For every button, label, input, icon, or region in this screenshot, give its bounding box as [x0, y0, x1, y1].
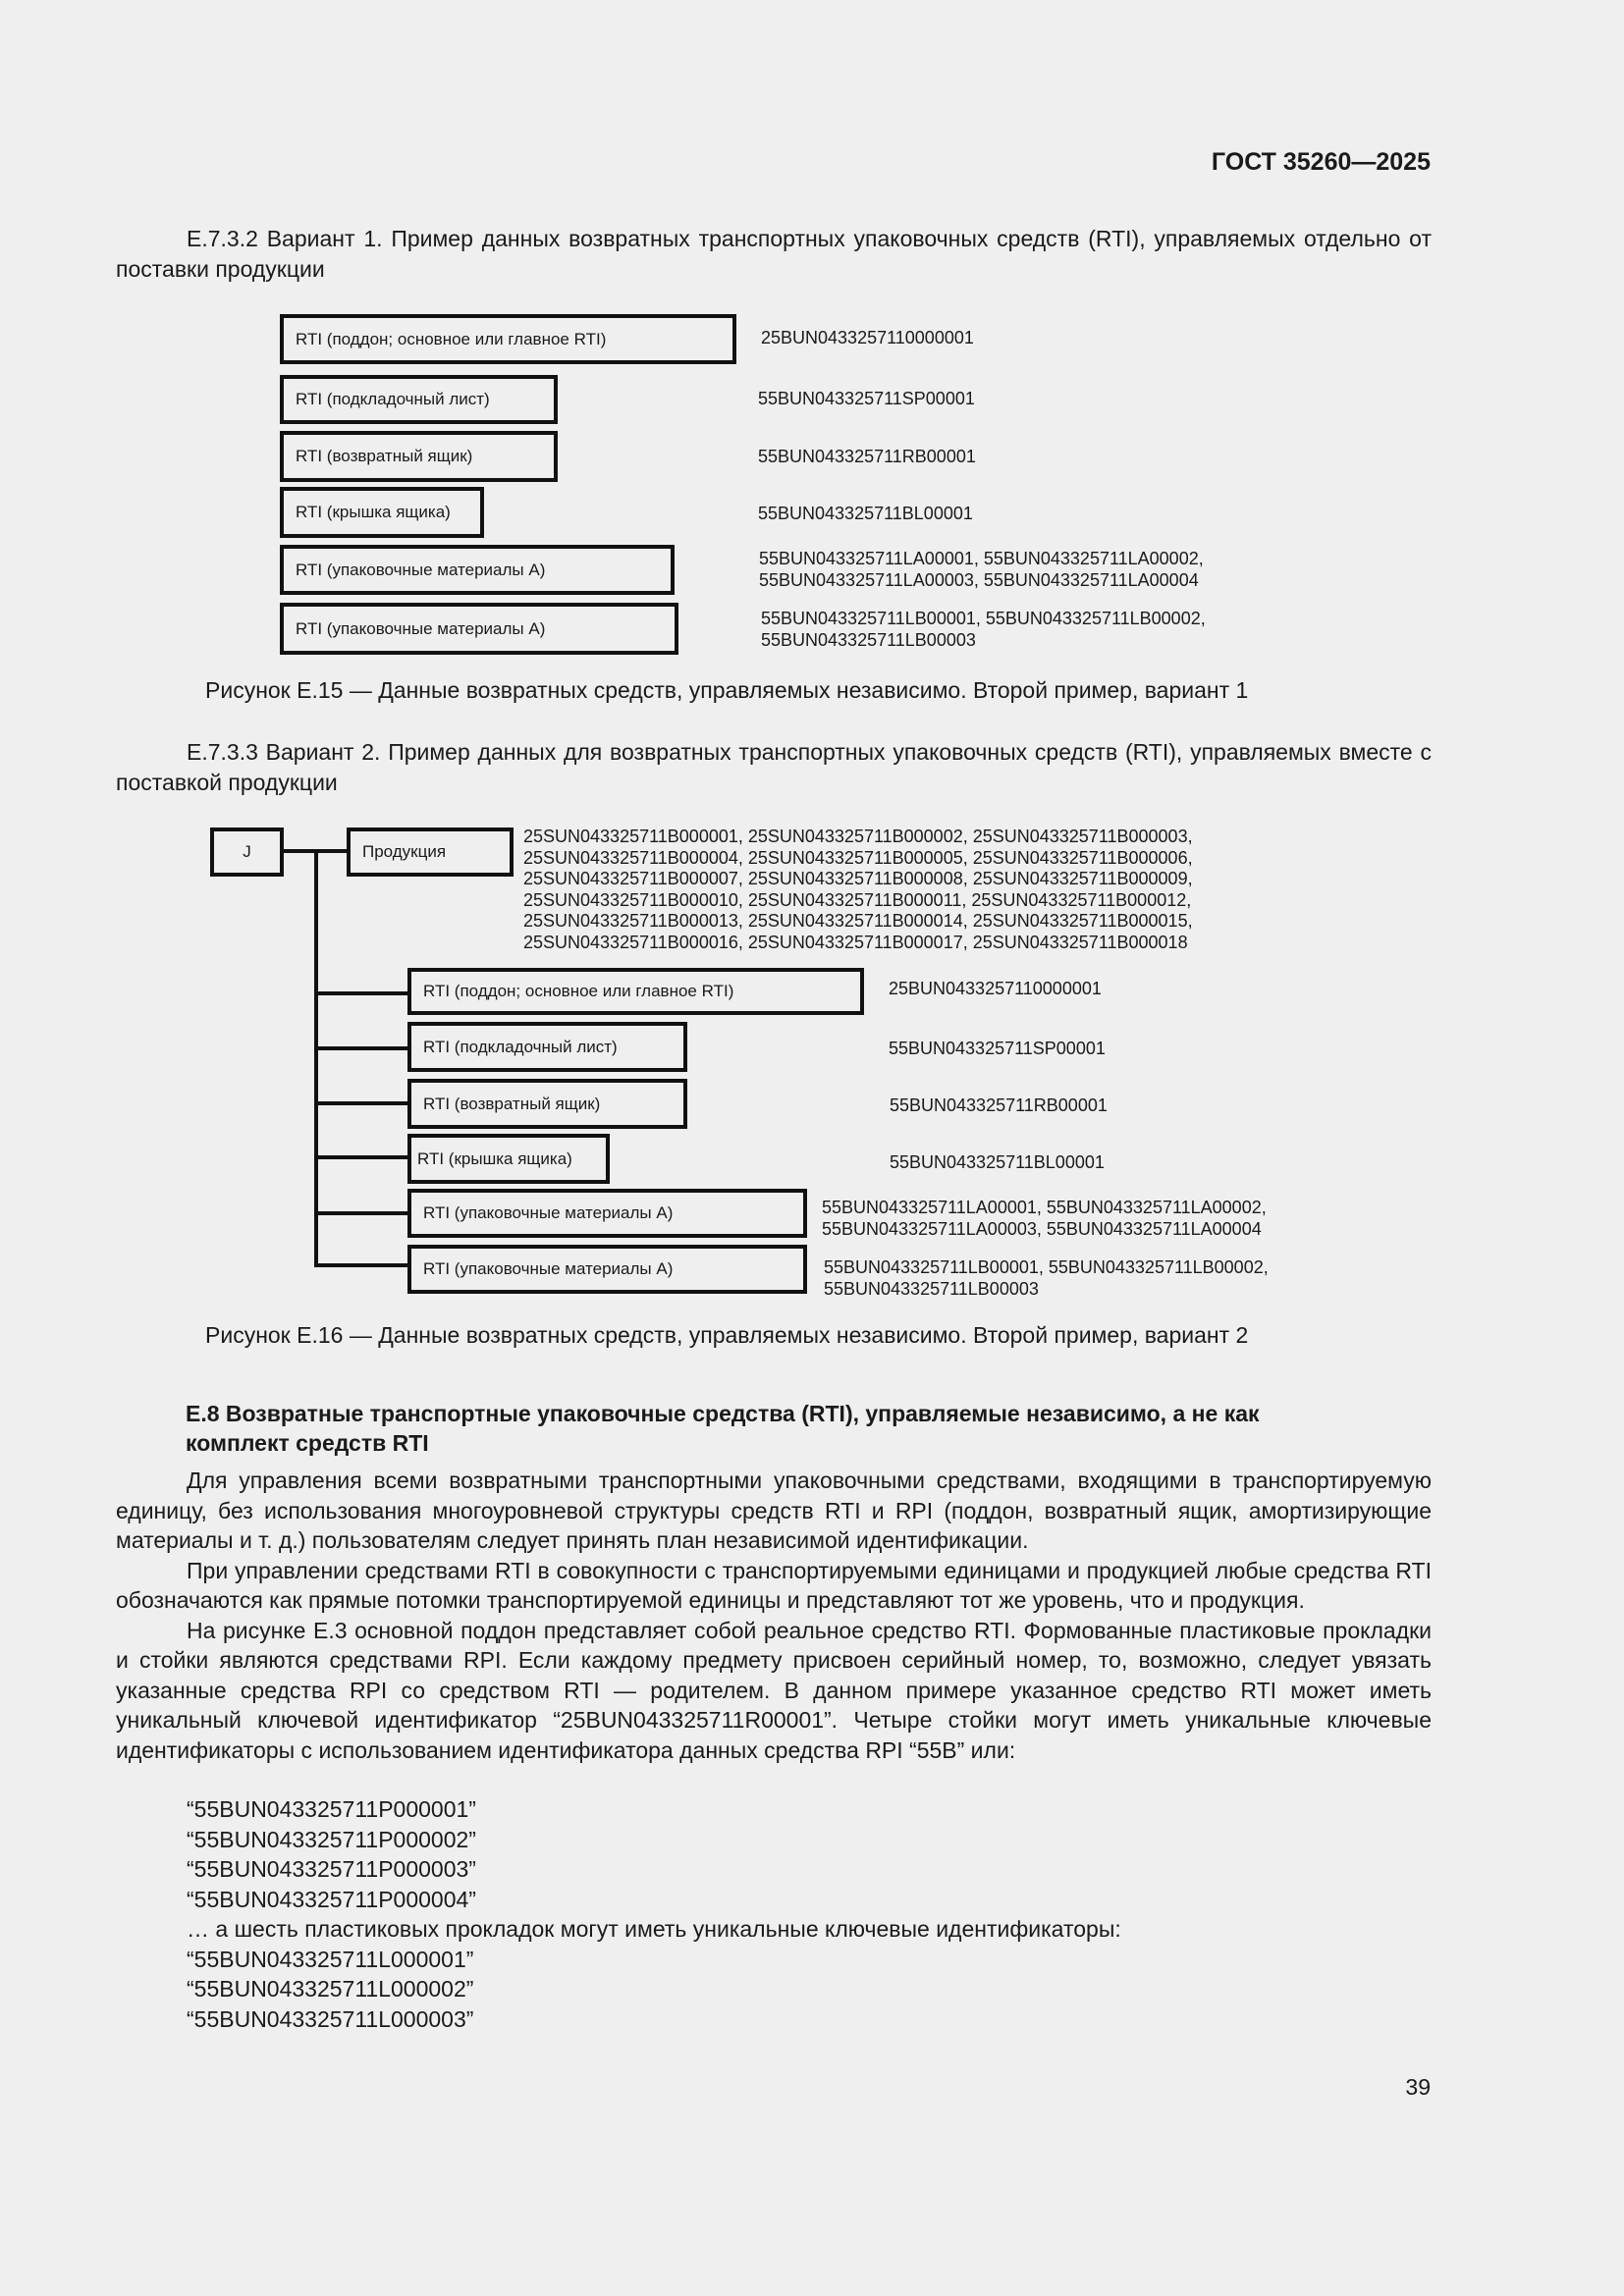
fig15-box-slipsheet: RTI (подкладочный лист): [280, 375, 558, 424]
fig16-root-box: J: [210, 828, 284, 877]
section-e733-text: E.7.3.3 Вариант 2. Пример данных для возвратных транспортных упаковочных средств (RTI), управляемых вместе с поставкой продукции: [116, 739, 1432, 795]
fig16-code-lid: 55BUN043325711BL00001: [890, 1152, 1105, 1172]
fig16-branch-lid: [314, 1155, 410, 1159]
fig15-box-pallet: RTI (поддон; основное или главное RTI): [280, 314, 736, 364]
fig15-code-pallet: 25BUN0433257110000001: [761, 328, 974, 347]
fig16-box-pallet: RTI (поддон; основное или главное RTI): [407, 968, 864, 1015]
figure-e15-caption: Рисунок E.15 — Данные возвратных средств, управляемых независимо. Второй пример, вариант 1: [205, 677, 1249, 703]
fig15-code-returnbox: 55BUN043325711RB00001: [758, 447, 976, 466]
fig16-code-slipsheet: 55BUN043325711SP00001: [889, 1039, 1106, 1058]
post-id-3: “55BUN043325711P000003”: [187, 1856, 476, 1882]
fig15-box-returnbox: RTI (возвратный ящик): [280, 431, 558, 482]
fig16-branch-pallet: [314, 991, 410, 995]
fig16-box-returnbox: RTI (возвратный ящик): [407, 1079, 687, 1129]
fig16-product-codes: 25SUN043325711B000001, 25SUN043325711B000002, 25SUN043325711B000003, 25SUN043325711B000004, 25SUN043325711B000005, 25SUN043325711B000006, 25SUN043325711B000007, 25SUN043325711B000008, 25SUN043325711B000009, 25SUN043325711B000010, 25SUN043325711B000011, 25SUN043325711B000012, 25SUN043325711B000013, 25SUN043325711B000014, 25SUN043325711B000015, 25SUN043325711B000016, 25SUN043325711B000017, 25SUN043325711B000018: [523, 827, 1193, 952]
fig16-box-packA: RTI (упаковочные материалы A): [407, 1189, 807, 1238]
fig16-branch-slipsheet: [314, 1046, 410, 1050]
section-e8-heading: E.8 Возвратные транспортные упаковочные средства (RTI), управляемые независимо, а не как комплект средств RTI: [186, 1401, 1260, 1456]
post-id-4: “55BUN043325711P000004”: [187, 1887, 476, 1912]
fig16-code-packB: 55BUN043325711LB00001, 55BUN043325711LB00002, 55BUN043325711LB00003: [824, 1257, 1269, 1299]
fig16-code-returnbox: 55BUN043325711RB00001: [890, 1095, 1108, 1115]
post-id-2: “55BUN043325711P000002”: [187, 1827, 476, 1852]
fig16-branch-packB: [314, 1263, 410, 1267]
fig16-vertical-trunk: [314, 849, 318, 1266]
section-e732-text: E.7.3.2 Вариант 1. Пример данных возвратных транспортных упаковочных средств (RTI), управляемых отдельно от поставки продукции: [116, 226, 1432, 282]
post-id-1: “55BUN043325711P000001”: [187, 1796, 476, 1822]
fig15-box-packB: RTI (упаковочные материалы A): [280, 603, 678, 655]
fig15-box-packA: RTI (упаковочные материалы A): [280, 545, 675, 595]
section-e8-paragraph-3: На рисунке E.3 основной поддон представляет собой реальное средство RTI. Формованные пластиковые прокладки и стойки являются средствами RPI. Если каждому предмету присвоен серийный номер, то, возможно, следует увязать указанные средства RPI со средством RTI — родителем. В данном примере указанное средство RTI может иметь уникальный ключевой идентификатор “25BUN043325711R00001”. Четыре стойки могут иметь уникальные ключевые идентификаторы с использованием идентификатора данных средства RPI “55B” или:: [116, 1617, 1432, 1763]
document-id: ГОСТ 35260—2025: [1211, 148, 1431, 176]
fig16-box-lid: RTI (крышка ящика): [407, 1134, 610, 1184]
fig15-code-packA: 55BUN043325711LA00001, 55BUN043325711LA00002, 55BUN043325711LA00003, 55BUN043325711LA00004: [759, 549, 1204, 590]
section-e8-paragraph-1: Для управления всеми возвратными транспортными упаковочными средствами, входящими в транспортируемую единицу, без использования многоуровневой структуры средств RTI и RPI (поддон, возвратный ящик, амортизирующие материалы и т. д.) пользователям следует принять план независимой идентификации.: [116, 1468, 1432, 1553]
section-e8-paragraph-2: При управлении средствами RTI в совокупности с транспортируемыми единицами и продукцией любые средства RTI обозначаются как прямые потомки транспортируемой единицы и представляют тот же уровень, что и продукция.: [116, 1557, 1432, 1613]
fig16-code-pallet: 25BUN0433257110000001: [889, 979, 1102, 998]
fig16-branch-packA: [314, 1211, 410, 1215]
section-e733: [116, 737, 1432, 797]
figure-e16-caption: Рисунок E.16 — Данные возвратных средств, управляемых независимо. Второй пример, вариант 2: [205, 1322, 1249, 1348]
fig16-product-box: Продукция: [347, 828, 514, 877]
section-e8-body: [116, 1466, 1432, 1765]
pads-intro: … а шесть пластиковых прокладок могут иметь уникальные ключевые идентификаторы:: [187, 1916, 1121, 1942]
pad-id-2: “55BUN043325711L000002”: [187, 1976, 474, 2002]
fig16-box-slipsheet: RTI (подкладочный лист): [407, 1022, 687, 1072]
fig15-code-lid: 55BUN043325711BL00001: [758, 504, 973, 523]
pad-id-1: “55BUN043325711L000001”: [187, 1947, 474, 1972]
fig16-box-packB: RTI (упаковочные материалы A): [407, 1245, 807, 1294]
pad-id-3: “55BUN043325711L000003”: [187, 2006, 474, 2032]
fig15-code-packB: 55BUN043325711LB00001, 55BUN043325711LB00002, 55BUN043325711LB00003: [761, 609, 1206, 650]
fig16-branch-returnbox: [314, 1101, 410, 1105]
fig15-code-slipsheet: 55BUN043325711SP00001: [758, 389, 975, 408]
section-e732: [116, 224, 1432, 284]
fig15-box-lid: RTI (крышка ящика): [280, 487, 484, 538]
page-number: 39: [1405, 2074, 1431, 2100]
fig16-code-packA: 55BUN043325711LA00001, 55BUN043325711LA00002, 55BUN043325711LA00003, 55BUN043325711LA00004: [822, 1198, 1267, 1239]
